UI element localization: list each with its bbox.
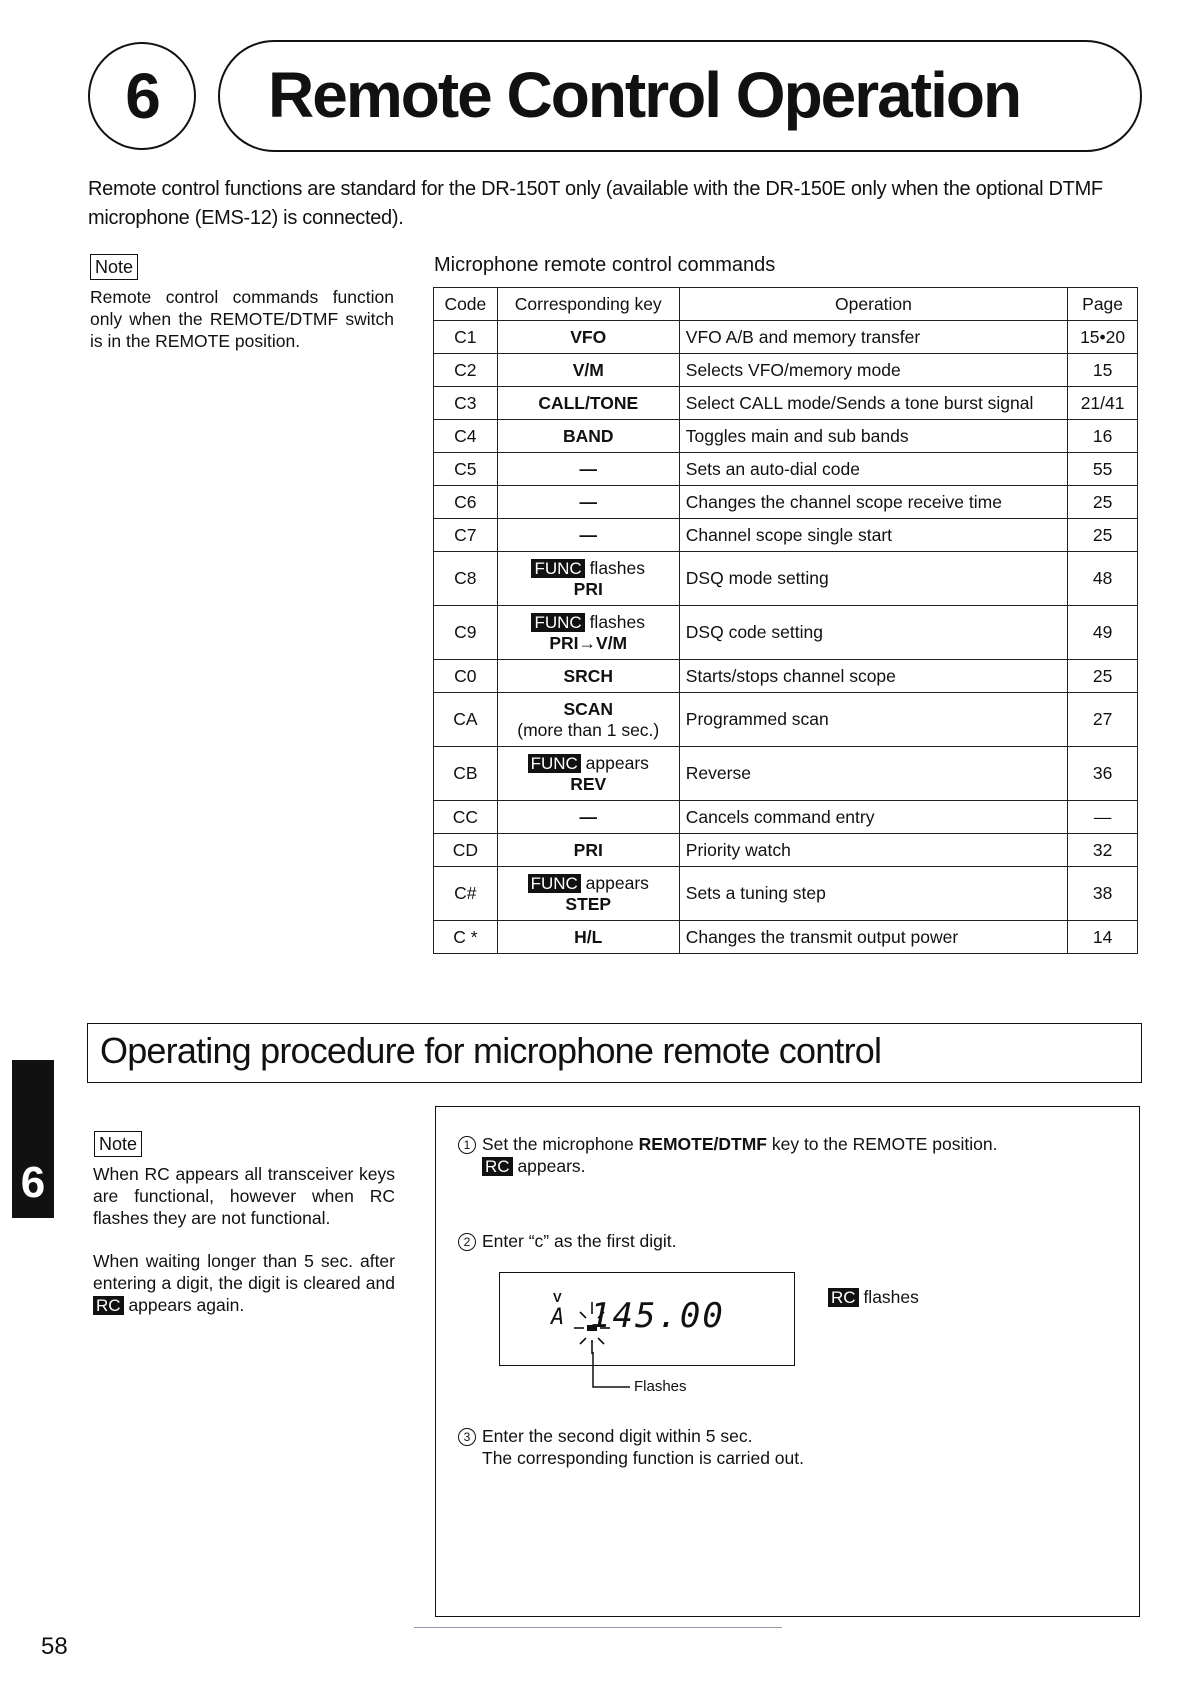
- key-subnote: (more than 1 sec.): [517, 719, 660, 740]
- flashes-label: Flashes: [634, 1378, 687, 1395]
- col-code: Code: [434, 288, 498, 321]
- note-text-part: When waiting longer than 5 sec. after entering a digit, the digit is cleared and: [93, 1251, 395, 1293]
- cell-code: C2: [434, 354, 498, 387]
- cell-operation: Cancels command entry: [679, 801, 1067, 834]
- cell-key: —: [497, 519, 679, 552]
- func-badge: FUNC: [528, 874, 581, 893]
- cell-key: [497, 867, 679, 921]
- table-row: [434, 834, 1138, 867]
- rc-badge: RC: [93, 1296, 124, 1315]
- cell-code: C3: [434, 387, 498, 420]
- step-3: [458, 1425, 1118, 1469]
- cell-code: C8: [434, 552, 498, 606]
- step-number: 2: [458, 1233, 476, 1251]
- lcd-indicator: V: [553, 1290, 562, 1305]
- note-text-part: appears again.: [128, 1295, 245, 1315]
- step-text: key to the REMOTE position.: [771, 1134, 998, 1154]
- table-caption: Microphone remote control commands: [434, 254, 776, 276]
- cell-operation: Starts/stops channel scope: [679, 660, 1067, 693]
- step-number: 1: [458, 1136, 476, 1154]
- table-row: [434, 420, 1138, 453]
- chapter-badge: [88, 42, 196, 150]
- table-row: [434, 867, 1138, 921]
- cell-operation: Programmed scan: [679, 693, 1067, 747]
- step-text: Set the microphone: [482, 1134, 634, 1154]
- cell-key: —: [497, 486, 679, 519]
- cell-operation: Sets an auto-dial code: [679, 453, 1067, 486]
- table-row: [434, 747, 1138, 801]
- cell-operation: VFO A/B and memory transfer: [679, 321, 1067, 354]
- col-operation: Operation: [679, 288, 1067, 321]
- cell-code: C4: [434, 420, 498, 453]
- table-row: [434, 519, 1138, 552]
- section-title: Operating procedure for microphone remote control: [100, 1030, 882, 1071]
- chapter-number: 6: [125, 60, 159, 132]
- cell-page: 25: [1068, 519, 1138, 552]
- note-label: Note: [94, 1131, 142, 1157]
- table-row: [434, 801, 1138, 834]
- cell-page: —: [1068, 801, 1138, 834]
- key-note: appears: [585, 752, 649, 773]
- cell-key: [497, 552, 679, 606]
- rc-badge: RC: [482, 1157, 513, 1176]
- func-badge: FUNC: [531, 613, 584, 632]
- table-header-row: [434, 288, 1138, 321]
- cell-page: 14: [1068, 921, 1138, 954]
- side-tab-number: 6: [20, 1158, 46, 1207]
- col-page: Page: [1068, 288, 1138, 321]
- step-2: [458, 1230, 1118, 1252]
- note-text: [93, 1250, 395, 1317]
- key-name: SCAN: [563, 698, 614, 719]
- cell-code: C9: [434, 606, 498, 660]
- cell-page: 16: [1068, 420, 1138, 453]
- step-1: [458, 1133, 1118, 1178]
- cell-page: 27: [1068, 693, 1138, 747]
- cell-code: C6: [434, 486, 498, 519]
- col-key: Corresponding key: [497, 288, 679, 321]
- key-name: REV: [570, 773, 607, 794]
- note-label: Note: [90, 254, 138, 280]
- lcd-mode-char: A: [551, 1305, 565, 1330]
- key-note: flashes: [589, 557, 646, 578]
- cell-operation: Reverse: [679, 747, 1067, 801]
- cell-key: —: [497, 801, 679, 834]
- cell-code: C1: [434, 321, 498, 354]
- cell-page: 36: [1068, 747, 1138, 801]
- cell-code: CA: [434, 693, 498, 747]
- cell-key: PRI: [497, 834, 679, 867]
- cell-operation: Selects VFO/memory mode: [679, 354, 1067, 387]
- cell-page: 49: [1068, 606, 1138, 660]
- key-name: PRI→V/M: [549, 632, 628, 653]
- key-name: STEP: [565, 893, 612, 914]
- rc-flashes-note: [828, 1287, 919, 1308]
- cell-key: CALL/TONE: [497, 387, 679, 420]
- cell-key: [497, 606, 679, 660]
- cell-key: H/L: [497, 921, 679, 954]
- intro-paragraph: Remote control functions are standard for the DR-150T only (available with the DR-150E only when the optional DTMF microphone (EMS-12) is connected).: [88, 178, 1103, 229]
- table-row: [434, 453, 1138, 486]
- cell-key: V/M: [497, 354, 679, 387]
- table-row: [434, 921, 1138, 954]
- table-row: [434, 486, 1138, 519]
- cell-page: 21/41: [1068, 387, 1138, 420]
- cell-operation: Toggles main and sub bands: [679, 420, 1067, 453]
- note-text: Remote control commands function only when the REMOTE/DTMF switch is in the REMOTE position.: [90, 287, 394, 351]
- cell-key: VFO: [497, 321, 679, 354]
- cell-operation: DSQ code setting: [679, 606, 1067, 660]
- step-text: The corresponding function is carried out.: [482, 1448, 804, 1468]
- key-note: flashes: [589, 611, 646, 632]
- cell-code: C#: [434, 867, 498, 921]
- cell-page: 25: [1068, 660, 1138, 693]
- cell-key: BAND: [497, 420, 679, 453]
- cell-operation: Priority watch: [679, 834, 1067, 867]
- step-text: Enter “c” as the first digit.: [482, 1231, 677, 1251]
- cell-code: C0: [434, 660, 498, 693]
- remote-commands-table: [433, 287, 1138, 954]
- cell-page: 32: [1068, 834, 1138, 867]
- table-row: [434, 693, 1138, 747]
- cell-code: CD: [434, 834, 498, 867]
- table-row: [434, 354, 1138, 387]
- func-badge: FUNC: [528, 754, 581, 773]
- step-text: appears.: [517, 1156, 586, 1176]
- cell-key: —: [497, 453, 679, 486]
- cell-key: [497, 747, 679, 801]
- cell-key: [497, 693, 679, 747]
- table-row: [434, 387, 1138, 420]
- cell-operation: Changes the transmit output power: [679, 921, 1067, 954]
- note-text: When RC appears all transceiver keys are functional, however when RC flashes they are not functional.: [93, 1164, 395, 1228]
- cell-code: CB: [434, 747, 498, 801]
- cell-operation: DSQ mode setting: [679, 552, 1067, 606]
- rc-badge: RC: [828, 1288, 859, 1307]
- key-name: PRI: [573, 578, 603, 599]
- table-row: [434, 321, 1138, 354]
- cell-page: 48: [1068, 552, 1138, 606]
- step-text: Enter the second digit within 5 sec.: [482, 1426, 753, 1446]
- cell-operation: Select CALL mode/Sends a tone burst signal: [679, 387, 1067, 420]
- cell-key: SRCH: [497, 660, 679, 693]
- cell-code: CC: [434, 801, 498, 834]
- table-row: [434, 606, 1138, 660]
- step-key: REMOTE/DTMF: [638, 1134, 767, 1154]
- cell-page: 15•20: [1068, 321, 1138, 354]
- flashes-callout-line: [590, 1352, 636, 1392]
- cell-operation: Sets a tuning step: [679, 867, 1067, 921]
- page-title: Remote Control Operation: [268, 59, 1021, 131]
- page-number: 58: [41, 1633, 68, 1660]
- cell-page: 15: [1068, 354, 1138, 387]
- cell-page: 25: [1068, 486, 1138, 519]
- rc-note: flashes: [863, 1287, 919, 1307]
- step-number: 3: [458, 1428, 476, 1446]
- table-row: [434, 660, 1138, 693]
- cell-page: 38: [1068, 867, 1138, 921]
- cell-operation: Changes the channel scope receive time: [679, 486, 1067, 519]
- cell-operation: Channel scope single start: [679, 519, 1067, 552]
- footer-rule: [414, 1627, 782, 1628]
- func-badge: FUNC: [531, 559, 584, 578]
- table-row: [434, 552, 1138, 606]
- key-note: appears: [585, 872, 649, 893]
- cell-code: C5: [434, 453, 498, 486]
- lcd-frequency: 145.00: [590, 1296, 725, 1336]
- cell-page: 55: [1068, 453, 1138, 486]
- cell-code: C *: [434, 921, 498, 954]
- cell-code: C7: [434, 519, 498, 552]
